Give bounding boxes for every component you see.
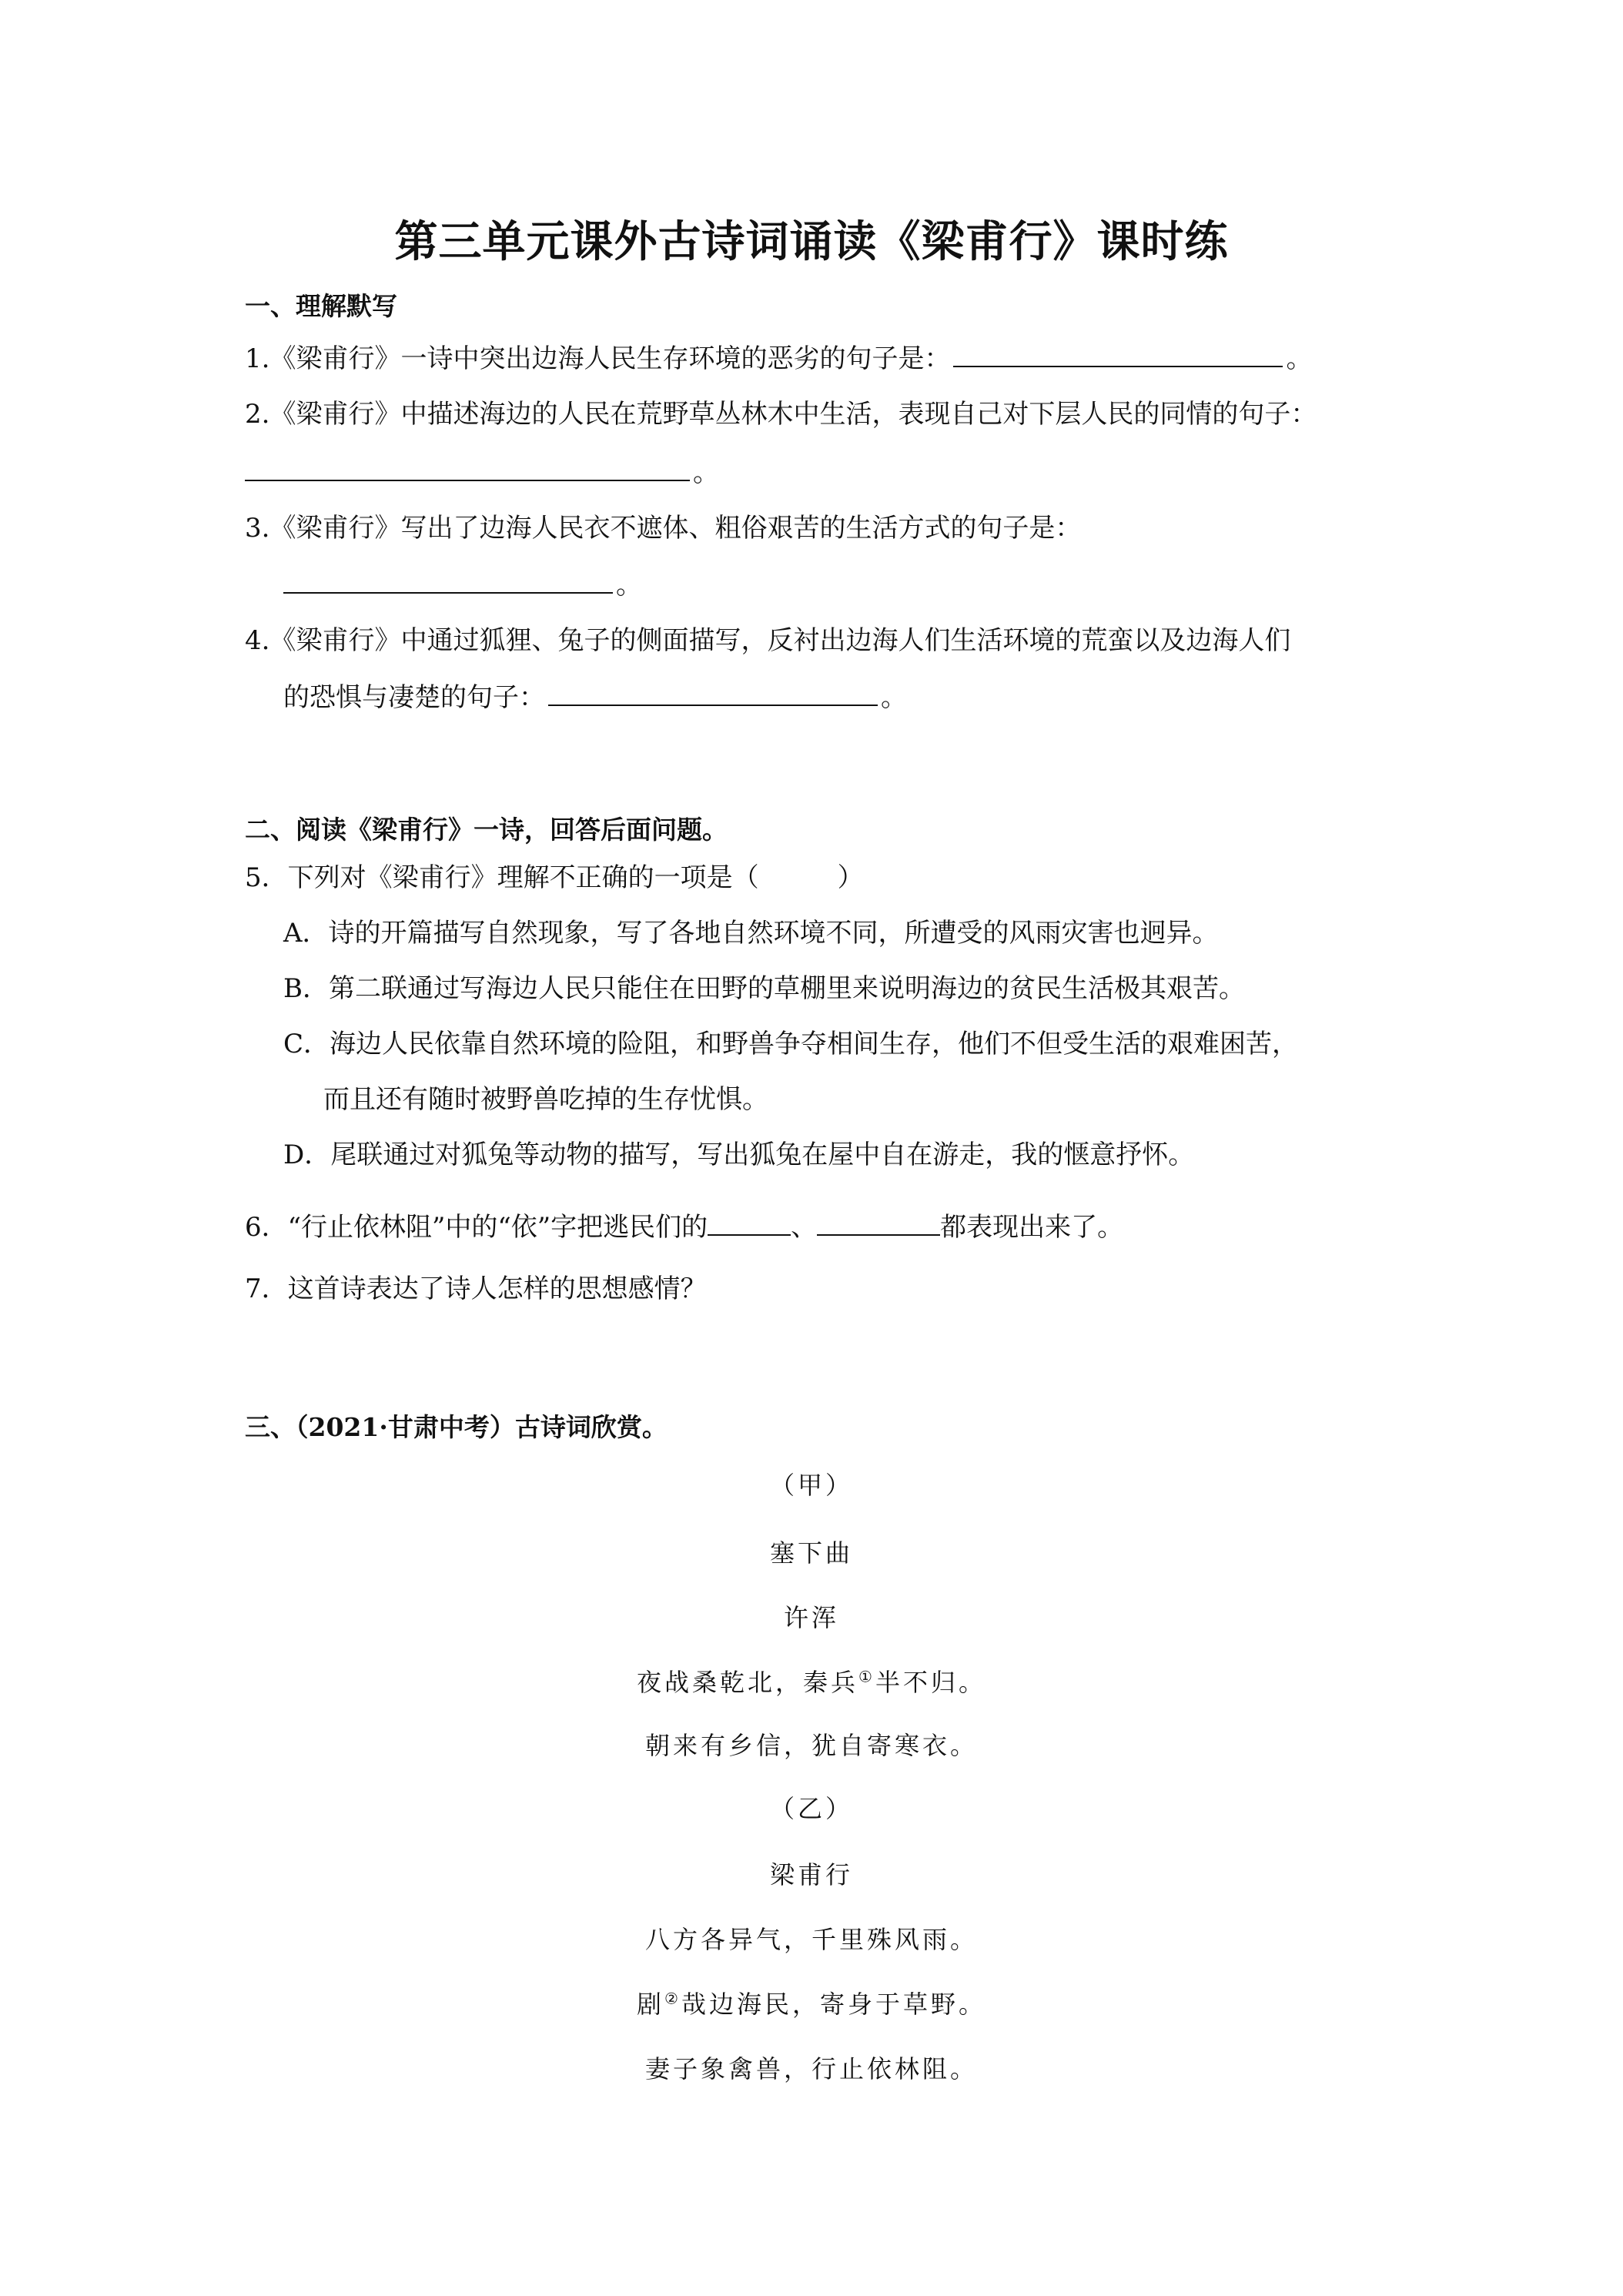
poem2-line3: 妻子象禽兽，行止依林阻。 — [644, 2054, 978, 2083]
poem1-line2: 朝来有乡信，犹自寄寒衣。 — [644, 1731, 978, 1760]
answer-blank-2[interactable] — [245, 457, 690, 481]
question-6-end: 都表现出来了。 — [940, 1212, 1124, 1243]
option-b: B．第二联通过写海边人民只能住在田野的草棚里来说明海边的贫民生活极其艰苦。 — [283, 973, 1245, 1004]
question-2-end: 。 — [693, 457, 719, 488]
question-4-end: 。 — [881, 682, 907, 713]
section2-heading: 二、阅读《梁甫行》一诗，回答后面问题。 — [245, 815, 728, 845]
question-3-end: 。 — [616, 570, 642, 601]
poem-label-jia: （甲） — [769, 1471, 853, 1500]
answer-blank-3[interactable] — [283, 569, 613, 594]
option-c-line2: 而且还有随时被野兽吃掉的生存忧惧。 — [323, 1084, 768, 1115]
question-1 — [245, 342, 1312, 376]
section3-heading: 三、（2021·甘肃中考）古诗词欣赏。 — [245, 1412, 668, 1442]
poem1-line1-part2: 半不归。 — [875, 1668, 986, 1697]
question-4-text-line2: 的恐惧与凄楚的句子： — [283, 682, 545, 713]
poem2-line2 — [0, 1985, 1623, 2020]
poem1-title: 塞下曲 — [769, 1538, 853, 1568]
question-1-text: 1.《梁甫行》一诗中突出边海人民生存环境的恶劣的句子是： — [245, 343, 951, 374]
option-c-line1: C．海边人民依靠自然环境的险阻，和野兽争夺相间生存，他们不但受生活的艰难困苦， — [283, 1029, 1299, 1059]
page-title: 第三单元课外古诗词诵读《梁甫行》课时练 — [394, 216, 1229, 267]
poem2-line1: 八方各异气，千里殊风雨。 — [644, 1925, 978, 1954]
question-3-answer-line — [283, 568, 642, 602]
footnote-marker-2: ② — [664, 1989, 681, 2008]
section1-heading: 一、理解默写 — [245, 291, 397, 321]
question-1-end: 。 — [1286, 343, 1313, 374]
poem1-line1-part1: 夜战桑乾北，秦兵 — [637, 1668, 859, 1697]
poem2-line2-part1: 剧 — [637, 1990, 665, 2019]
footnote-marker-1: ① — [858, 1667, 875, 1686]
question-2 — [245, 397, 1317, 431]
question-3 — [245, 511, 1081, 545]
question-2-text: 2.《梁甫行》中描述海边的人民在荒野草丛林木中生活，表现自己对下层人民的同情的句子： — [245, 399, 1317, 430]
question-4-text-line1: 4.《梁甫行》中通过狐狸、兔子的侧面描写，反衬出边海人们生活环境的荒蛮以及边海人们 — [245, 625, 1291, 656]
question-3-text: 3.《梁甫行》写出了边海人民衣不遮体、粗俗艰苦的生活方式的句子是： — [245, 513, 1082, 544]
poem1-author: 许浑 — [783, 1603, 839, 1632]
question-6-text: 6．“行止依林阻”中的“依”字把逃民们的 — [245, 1212, 708, 1243]
poem2-title: 梁甫行 — [769, 1860, 853, 1889]
question-6-sep: 、 — [791, 1212, 818, 1243]
option-d: D．尾联通过对狐兔等动物的描写，写出狐兔在屋中自在游走，我的惬意抒怀。 — [283, 1140, 1195, 1170]
question-7: 7．这首诗表达了诗人怎样的思想感情？ — [245, 1274, 707, 1304]
question-4-line2 — [283, 681, 907, 715]
poem-label-yi: （乙） — [769, 1794, 853, 1823]
poem1-line1 — [0, 1663, 1623, 1699]
answer-blank-6b[interactable] — [817, 1211, 940, 1236]
answer-blank-6a[interactable] — [708, 1211, 791, 1236]
question-6 — [245, 1210, 1123, 1244]
poem2-line2-part2: 哉边海民，寄身于草野。 — [681, 1990, 986, 2019]
question-5: 5．下列对《梁甫行》理解不正确的一项是（ ） — [245, 862, 864, 893]
answer-blank-1[interactable] — [953, 343, 1283, 367]
answer-blank-4[interactable] — [548, 681, 878, 706]
question-2-answer-line — [245, 456, 719, 490]
option-a: A．诗的开篇描写自然现象，写了各地自然环境不同，所遭受的风雨灾害也迥异。 — [283, 918, 1219, 949]
question-4 — [245, 624, 1290, 658]
